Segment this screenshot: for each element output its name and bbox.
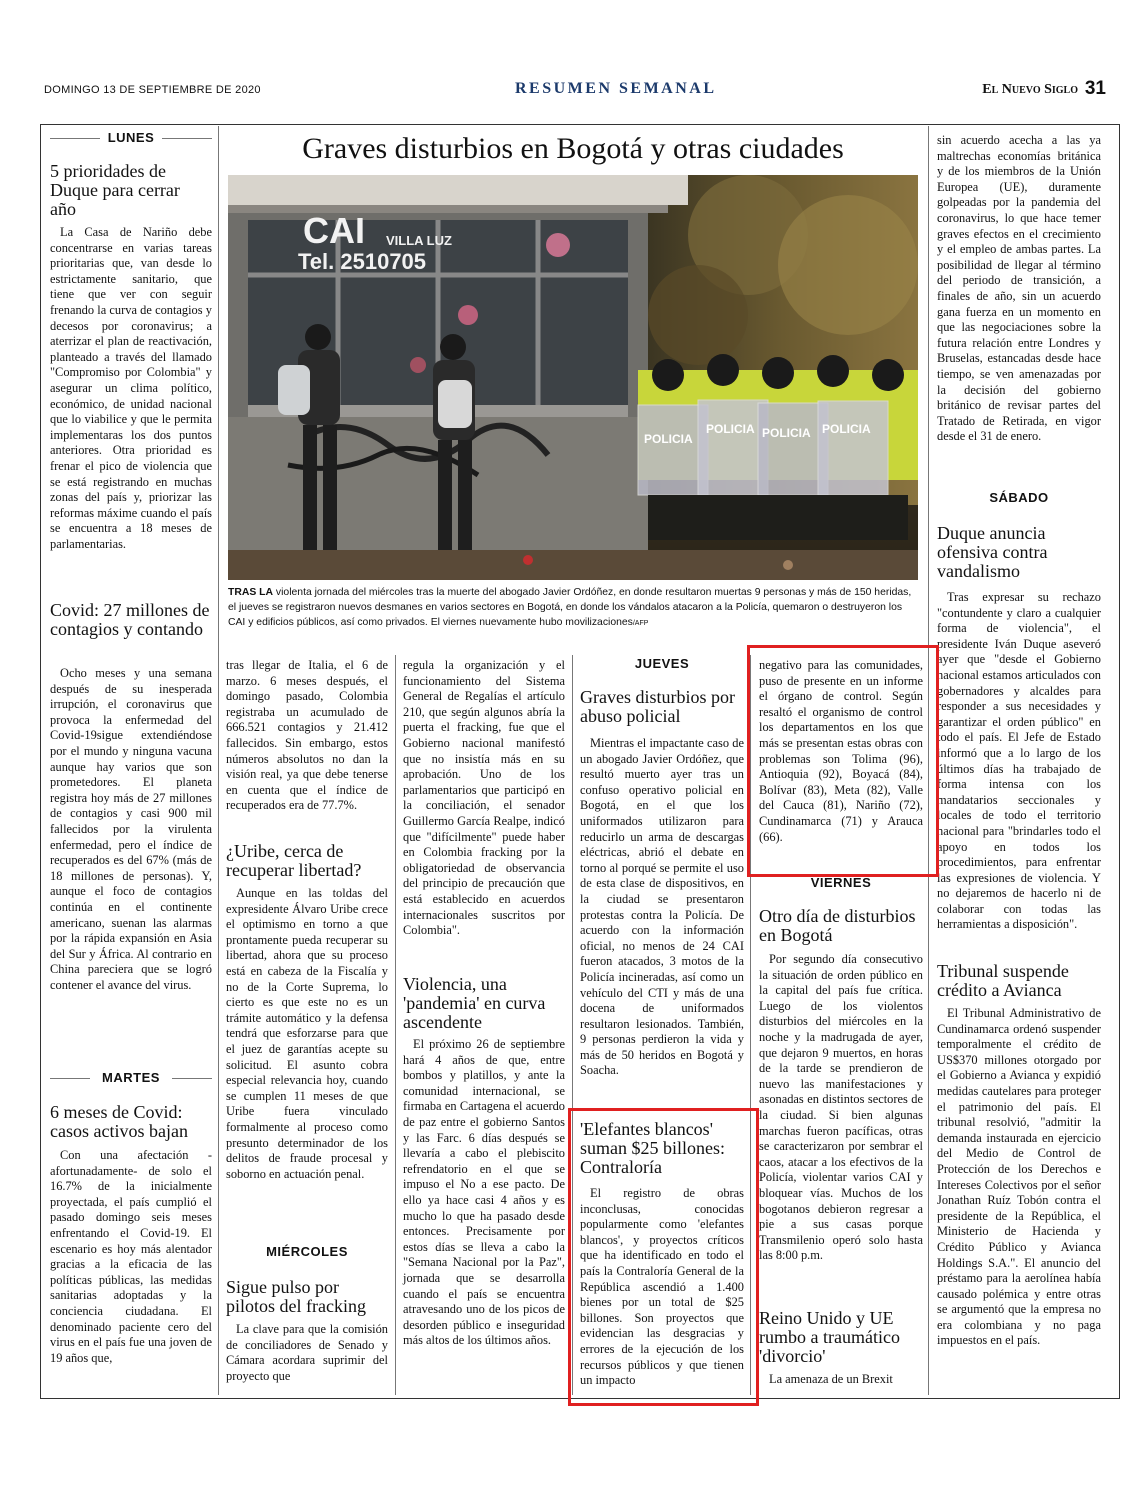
headline: Duque anuncia ofensiva contra vandalismo (937, 523, 1048, 581)
headline: Covid: 27 millones de contagios y contando (50, 600, 210, 639)
photo-credit: /AFP (632, 620, 649, 627)
article-text: El próximo 26 de septiembre hará 4 años de que, entre bombos y platillos, y ante la comunidad internacional, se firmaba en Cartagena el acuerdo de paz entre el gobierno Santos y las Farc. 6 días después se llevaría a cabo el plebiscito refrendatorio en el que se impuso el No a ese pacto. De ello ya hace casi 4 años y es mucho lo que ha pasado desde entonces. Precisamente por estos días se lleva a cabo la "Semana Nacional por la Paz", jornada que se desarrolla cuando el país se encuentra atravesando uno de los picos de desorden público e inseguridad más altos de los últimos años. (403, 1037, 565, 1348)
headline: Reino Unido y UE rumbo a traumático 'divorcio' (759, 1308, 900, 1366)
sign-phone: Tel. 2510705 (298, 249, 427, 274)
headline: 6 meses de Covid: casos activos bajan (50, 1102, 188, 1141)
headline: ¿Uribe, cerca de recuperar libertad? (226, 841, 362, 880)
tag-rule (50, 138, 100, 139)
article-text: negativo para las comunidades, puso de presente en un informe el órgano de control. Según resaltó el organismo de control los departamentos en los que más se presentan estas obras con problemas son Tolima (96), Antioquia (92), Boyacá (84), Bolívar (83), Meta (82), Valle del Cauca (81), Nariño (72), Cundinamarca (71) y Arauca (66). (759, 658, 923, 844)
main-headline: Graves disturbios en Bogotá y otras ciudades (302, 132, 844, 165)
protest-photo-illustration (228, 175, 918, 580)
day-tag-viernes: VIERNES (810, 875, 872, 890)
photo-caption (228, 585, 918, 631)
headline: Violencia, una 'pandemia' en curva ascendente (403, 974, 546, 1032)
article-text: La amenaza de un Brexit (769, 1372, 893, 1386)
article-text: Ocho meses y una semana después de su inesperada irrupción, el coronavirus que provoca la enfermedad del Covid-19sigue extendiéndose por el mundo y ninguna vacuna aunque hay varios que son prometedores. El planeta registra hoy más de 27 millones de contagios y casi 900 mil fallecidos por la virulenta enfermedad, pero el índice de recuperados es del 67% (más de 18 millones de personas). Y, aunque el foco de contagios continúa en el continente americano, suenan las alarmas por la rápida expansión en Asia del Sur y África. Al contrario en China pareciera que se logró contener el avance del virus. (50, 666, 212, 992)
sign-villa-luz: VILLA LUZ (386, 233, 452, 248)
shield-label: POLICIA (762, 426, 811, 440)
sign-cai: CAI (303, 210, 365, 251)
caption-lead: TRAS LA (228, 587, 274, 598)
article-text: Aunque en las toldas del expresidente Álvaro Uribe crece el optimismo en torno a que prontamente pueda recuperar su libertad, ahora que su proceso está en cabeza de la Fiscalía y no de la Corte Suprema, lo cierto es que este no es un trámite automático y la defensa tendrá que esforzarse para que el juez de garantías acepte su solicitud. El asunto cobra especial relevancia hoy, cuando se cumplen 11 meses de que Uribe fuera vinculado formalmente al proceso como presunto determinador de los delitos de fraude procesal y soborno en actuación penal. (226, 886, 388, 1181)
article-text: Mientras el impactante caso de un abogado Javier Ordóñez, que resultó muerto ayer tras un confuso operativo policial en Bogotá, en el que los uniformados utilizaron para reducirlo un arma de descargas eléctricas, abrió el debate en torno al porqué se permite el uso de esta clase de dispositivos, en la ciudad se presentaron protestas contra la Policía. De acuerdo con la información oficial, no menos de 24 CAI fueron atacados, 3 motos de la Policía incineradas, así como un vehículo del CTI y más de una docena de uniformados resultaron lesionados. También, 9 personas perdieron la vida y más de 50 heridos en Bogotá y Soacha. (580, 736, 744, 1078)
tag-rule (162, 138, 212, 139)
column-divider (218, 655, 219, 1395)
day-tag-miercoles: MIÉRCOLES (266, 1244, 348, 1259)
column-divider (928, 126, 929, 656)
headline: 5 prioridades de Duque para cerrar año (50, 161, 180, 219)
day-tag-martes: MARTES (102, 1070, 160, 1085)
police-line (638, 354, 918, 540)
page-number: 31 (1084, 78, 1106, 99)
article-text: sin acuerdo acecha a las ya maltrechas economías británica y de los miembros de la Unión Europea (UE), duramente golpeadas por la pandemia del coronavirus, lo que hace temer graves efectos en el crecimiento y el empleo de ambas partes. La posibilidad de llegar al término del periodo de transición, a finales de año, sin un acuerdo gana fuerza en un momento en que las negociaciones sobre la futura relación entre Londres y Bruselas, estancadas desde hace tiempo, se ven amenazadas por la decisión del gobierno británico de revisar partes del Tratado de Retirada, en vigor desde el 31 de enero. (937, 133, 1101, 444)
tag-rule (50, 1078, 90, 1079)
section-title: RESUMEN SEMANAL (515, 80, 717, 97)
day-tag-sabado: SÁBADO (989, 490, 1049, 505)
article-text: La clave para que la comisión de conciliadores de Senado y Cámara acordara suprimir del proyecto que (226, 1322, 388, 1383)
shield-label: POLICIA (706, 422, 755, 436)
highlight-box (747, 645, 939, 877)
highlight-box (568, 1108, 759, 1406)
column-divider (395, 655, 396, 1395)
headline: Sigue pulso por pilotos del fracking (226, 1277, 366, 1316)
main-photo (228, 175, 918, 580)
page-header (40, 80, 1108, 102)
newspaper-name: El Nuevo Siglo (982, 82, 1078, 97)
article-text: La Casa de Nariño debe concentrarse en varias tareas prioritarias que, van desde lo estrictamente sanitario, que tiene que ver con seguir frenando la curva de contagios y decesos por coronavirus; a aterrizar el plan de reactivación, planteado a través del llamado "Compromiso por Colombia" y asegurar un clima político, económico, de unidad nacional que lo viabilice y que le permita implementaras los dos puntos anteriores. Otra prioridad es frenar el pico de violencia que se está registrando en muchas zonas del país y, priorizar las reformas máxime cuando el país se encuentra a 18 meses de parlamentarias. (50, 225, 212, 551)
headline: Otro día de disturbios en Bogotá (759, 906, 916, 945)
article-text: Con una afectación -afortunadamente- de solo el 16.7% de la inicialmente proyectada, el país cumplió el pasado domingo seis meses enfrentando el Covid-19. El escenario es hoy más alentador gracias a la eficacia de las políticas públicas, las medidas sanitarias adoptadas y la conciencia ciudadana. El denominado paciente cero del virus en el país fue una joven de 19 años que, (50, 1148, 212, 1365)
day-tag-lunes: LUNES (107, 130, 155, 145)
day-tag-jueves: JUEVES (634, 656, 690, 671)
shield-label: POLICIA (822, 422, 871, 436)
article-text: El registro de obras inconclusas, conocidas popularmente como 'elefantes blancos', y proyectos críticos que ha identificado en todo el país la Contraloría General de la República ascendió a 1.400 bienes por un total de $25 billones. Son proyectos que evidencian las desgracias y errores de la ejecución de los recursos públicos y que tienen un impacto (580, 1186, 744, 1388)
column-divider (218, 126, 219, 656)
article-text: Tras expresar su rechazo "contundente y claro a cualquier forma de violencia", el presidente Iván Duque aseveró ayer que "desde el Gobierno nacional estamos articulados con gobernadores y alcaldes para responder a sus necesidades y garantizar el orden público" en todo el país. El Jefe de Estado informó que a lo largo de los últimos días ha trabajado de forma intensa con los mandatarios seccionales y locales de todo el territorio nacional para "brindarles todo el apoyo en todos los procedimientos, para enfrentar las expresiones de violencia. Y no dejaremos de hacerlo ni de colaborar con todas las herramientas a disposición". (937, 590, 1101, 932)
article-text: regula la organización y el funcionamiento del Sistema General de Regalías el artículo 210, que según algunos abría la puerta el fracking, fue que el Gobierno nacional manifestó que no insistía más en su aprobación. Uno de los parlamentarios que participó en la conciliación, el senador Guillermo García Realpe, indicó que "difícilmente" puede haber en Colombia fracking por la obligatoriedad de observancia del principio de precaución que está establecido en acuerdos internacionales suscritos por Colombia". (403, 658, 565, 938)
issue-date: DOMINGO 13 DE SEPTIEMBRE DE 2020 (44, 84, 261, 96)
tag-rule (172, 1078, 212, 1079)
headline: 'Elefantes blancos' suman $25 billones: Contraloría (580, 1119, 725, 1177)
headline: Graves disturbios por abuso policial (580, 687, 735, 726)
headline: Tribunal suspende crédito a Avianca (937, 961, 1069, 1000)
article-text: Por segundo día consecutivo la situación de orden público en la capital del país fue crítica. Luego de los violentos disturbios del miércoles en la noche y la madrugada de ayer, que dejaron 9 muertos, en horas de la tarde se prendieron de nuevo las manifestaciones y asonadas en distintos sectores de la ciudad. Si bien algunas marchas fueron pacíficas, otras se caracterizaron por sembrar el caos, atacar a los efectivos de la Policía, violentar varios CAI y bloquear vías. Muchos de los bogotanos debieron regresar a pie a sus casas porque Transmilenio operó solo hasta las 8:00 p.m. (759, 952, 923, 1263)
shield-label: POLICIA (644, 432, 693, 446)
article-text: El Tribunal Administrativo de Cundinamarca ordenó suspender temporalmente el crédito de US$370 millones otorgado por el Gobierno a Avianca y expidió medidas cautelares para proteger el patrimonio del país. El tribunal resolvió, "admitir la demanda instaurada en ejercicio del Medio de Control de Protección de los Derechos e Intereses Colectivos por el señor Jonathan Ruíz Tobón contra el presidente de la República, el Ministerio de Hacienda y Crédito Público y Avianca Holdings S.A.". El anuncio del préstamo para la aerolínea había causado polémica y entre otras se argumentó que la empresa no era colombiana y no paga impuestos en el país. (937, 1006, 1101, 1348)
caption-text: violenta jornada del miércoles tras la muerte del abogado Javier Ordóñez, en donde resultaron muertas 9 personas y más de 150 heridas, el jueves se registraron nuevos desmanes en varios sectores en Bogotá, en donde los vándalos atacaron a la Policía, quemaron o destruyeron los CAI y edificios públicos, así como privados. El viernes nuevamente hubo movilizaciones (228, 587, 912, 628)
article-text: tras llegar de Italia, el 6 de marzo. 6 meses después, el domingo pasado, Colombia registraba un acumulado de 666.521 contagios y 21.412 fallecidos. Sin embargo, estos números absolutos no dan la visión real, ya que debe tenerse en cuenta que el índice de recuperados era de 77.7%. (226, 658, 388, 813)
